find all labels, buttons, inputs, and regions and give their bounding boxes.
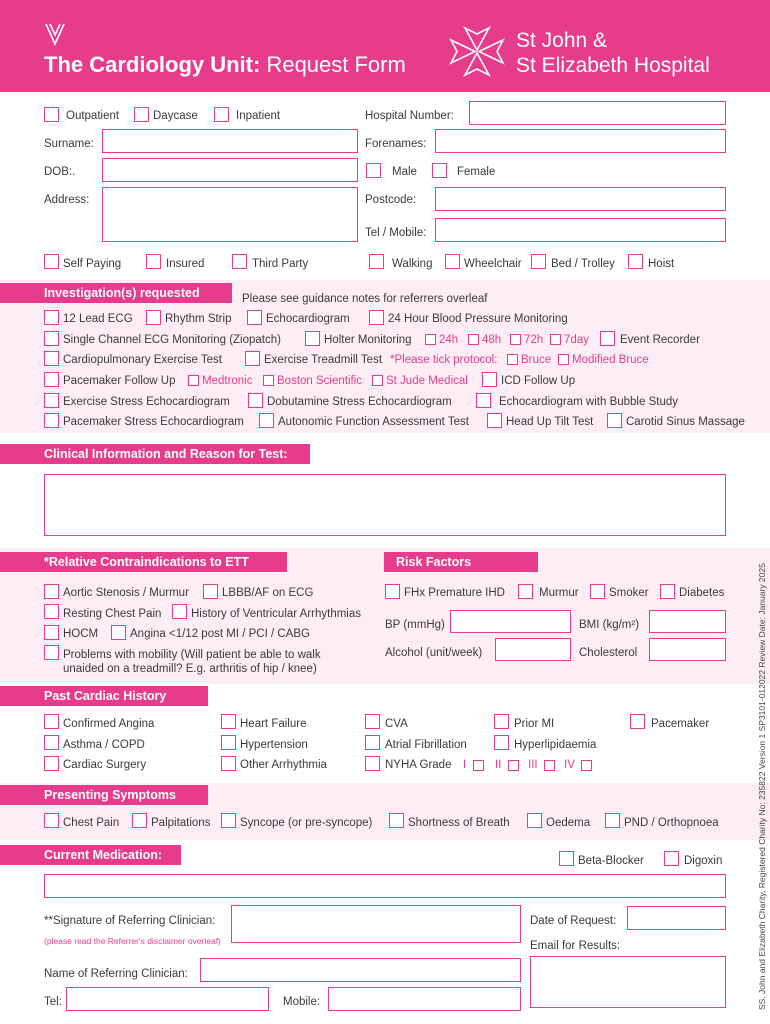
tel-mobile-label: Tel / Mobile:	[365, 227, 427, 239]
stjude-label: St Jude Medical	[386, 375, 468, 387]
cva-label: CVA	[385, 718, 408, 730]
hocm-checkbox[interactable]	[44, 625, 59, 640]
pacemaker-label: Pacemaker	[651, 718, 710, 730]
nyha-3-checkbox[interactable]	[544, 760, 555, 771]
self-paying-checkbox[interactable]	[44, 254, 59, 269]
mobile-input[interactable]	[328, 987, 521, 1011]
cholesterol-input[interactable]	[649, 638, 726, 661]
af-label: Atrial Fibrillation	[385, 739, 467, 751]
clinician-name-label: Name of Referring Clinician:	[44, 968, 188, 980]
digoxin-checkbox[interactable]	[664, 851, 679, 866]
bp-label: BP (mmHg)	[385, 619, 445, 631]
history-heading: Past Cardiac History	[0, 686, 208, 706]
clinical-info-input[interactable]	[44, 474, 726, 536]
treadmill-label: Exercise Treadmill Test	[264, 354, 383, 366]
murmur-label: Murmur	[539, 587, 579, 599]
bp24-checkbox[interactable]	[369, 310, 384, 325]
nyha-2-checkbox[interactable]	[508, 760, 519, 771]
prior-mi-checkbox[interactable]	[494, 714, 509, 729]
pacemaker-fu-label: Pacemaker Follow Up	[63, 375, 176, 387]
rhythm-strip-checkbox[interactable]	[146, 310, 161, 325]
surname-input[interactable]	[102, 129, 358, 153]
autonomic-checkbox[interactable]	[259, 413, 274, 428]
pse-checkbox[interactable]	[44, 413, 59, 428]
forenames-input[interactable]	[435, 129, 726, 153]
holter-48h-label: 48h	[482, 334, 502, 346]
male-checkbox[interactable]	[366, 163, 381, 178]
fhx-checkbox[interactable]	[385, 584, 400, 599]
nyha-4-label: IV	[564, 759, 575, 771]
hyperlipidaemia-checkbox[interactable]	[494, 735, 509, 750]
maltese-cross-icon	[447, 24, 507, 79]
bmi-input[interactable]	[649, 610, 726, 633]
bruce-label: Bruce	[521, 354, 552, 366]
confirmed-angina-checkbox[interactable]	[44, 714, 59, 729]
date-request-input[interactable]	[627, 906, 726, 930]
resting-chest-pain-checkbox[interactable]	[44, 604, 59, 619]
inpatient-label: Inpatient	[236, 110, 281, 122]
bubble-checkbox[interactable]	[476, 393, 491, 408]
holter-72h-checkbox[interactable]	[510, 334, 521, 345]
oedema-label: Oedema	[546, 817, 591, 829]
tel-input[interactable]	[66, 987, 269, 1011]
rhythm-strip-label: Rhythm Strip	[165, 313, 232, 325]
echo-label: Echocardiogram	[266, 313, 350, 325]
cva-checkbox[interactable]	[365, 714, 380, 729]
chest-pain-label: Chest Pain	[63, 817, 120, 829]
modified-bruce-checkbox[interactable]	[558, 354, 569, 365]
pacemaker-checkbox[interactable]	[630, 714, 645, 729]
nyha-checkbox[interactable]	[365, 756, 380, 771]
walking-checkbox[interactable]	[369, 254, 384, 269]
female-checkbox[interactable]	[432, 163, 447, 178]
aortic-checkbox[interactable]	[44, 584, 59, 599]
clinician-name-input[interactable]	[200, 958, 521, 982]
carotid-checkbox[interactable]	[607, 413, 622, 428]
carotid-label: Carotid Sinus Massage	[626, 416, 745, 428]
holter-24h-label: 24h	[439, 334, 459, 346]
sob-label: Shortness of Breath	[408, 817, 510, 829]
hocm-label: HOCM	[63, 628, 99, 640]
echo-checkbox[interactable]	[247, 310, 262, 325]
cpet-checkbox[interactable]	[44, 351, 59, 366]
tilt-checkbox[interactable]	[487, 413, 502, 428]
diabetes-label: Diabetes	[679, 587, 725, 599]
bmi-label: BMI (kg/m²)	[579, 619, 640, 631]
bp24-label: 24 Hour Blood Pressure Monitoring	[388, 313, 568, 325]
cholesterol-label: Cholesterol	[579, 647, 638, 659]
nyha-1-label: I	[463, 759, 467, 771]
nyha-label: NYHA Grade	[385, 759, 452, 771]
self-paying-label: Self Paying	[63, 258, 122, 270]
forenames-label: Forenames:	[365, 138, 427, 150]
holter-checkbox[interactable]	[305, 331, 320, 346]
postcode-input[interactable]	[435, 187, 726, 211]
diabetes-checkbox[interactable]	[660, 584, 675, 599]
cardiac-surgery-label: Cardiac Surgery	[63, 759, 147, 771]
hoist-label: Hoist	[648, 258, 675, 270]
smoker-label: Smoker	[609, 587, 649, 599]
angina-post-mi-checkbox[interactable]	[111, 625, 126, 640]
hospital-number-input[interactable]	[469, 101, 726, 125]
symptoms-heading: Presenting Symptoms	[0, 785, 208, 805]
address-label: Address:	[44, 194, 90, 206]
heart-logo-icon	[44, 22, 66, 48]
signature-label: **Signature of Referring Clinician:	[44, 915, 216, 927]
pse-label: Pacemaker Stress Echocardiogram	[63, 416, 244, 428]
event-recorder-label: Event Recorder	[620, 334, 700, 346]
dob-label: DOB:.	[44, 166, 76, 178]
daycase-checkbox[interactable]	[134, 107, 149, 122]
fhx-label: FHx Premature IHD	[404, 587, 505, 599]
wheelchair-checkbox[interactable]	[445, 254, 460, 269]
aortic-label: Aortic Stenosis / Murmur	[63, 587, 189, 599]
pnd-label: PND / Orthopnoea	[624, 817, 719, 829]
cpet-label: Cardiopulmonary Exercise Test	[63, 354, 222, 366]
asthma-label: Asthma / COPD	[63, 739, 145, 751]
charity-footnote: SS. John and Elizabeth Charity, Registered Charity No: 235822 Version 1 SP3101-012022 Review Date: January 2025	[757, 563, 767, 1010]
modified-bruce-label: Modified Bruce	[572, 354, 649, 366]
medtronic-label: Medtronic	[202, 375, 253, 387]
resting-chest-pain-label: Resting Chest Pain	[63, 608, 162, 620]
wheelchair-label: Wheelchair	[464, 258, 522, 270]
protocol-note: *Please tick protocol:	[390, 354, 498, 366]
prior-mi-label: Prior MI	[514, 718, 555, 730]
af-checkbox[interactable]	[365, 735, 380, 750]
nyha-4-checkbox[interactable]	[581, 760, 592, 771]
medication-input[interactable]	[44, 874, 726, 898]
holter-24h-checkbox[interactable]	[425, 334, 436, 345]
dse-label: Dobutamine Stress Echocardiogram	[267, 396, 452, 408]
murmur-checkbox[interactable]	[518, 584, 533, 599]
treadmill-checkbox[interactable]	[245, 351, 260, 366]
syncope-checkbox[interactable]	[221, 813, 236, 828]
holter-7day-label: 7day	[564, 334, 589, 346]
mobility-checkbox[interactable]	[44, 645, 59, 660]
tilt-label: Head Up Tilt Test	[506, 416, 594, 428]
hx-va-label: History of Ventricular Arrhythmias	[191, 608, 362, 620]
walking-label: Walking	[392, 258, 433, 270]
stjude-checkbox[interactable]	[372, 375, 383, 386]
event-recorder-checkbox[interactable]	[600, 331, 615, 346]
daycase-label: Daycase	[153, 110, 198, 122]
holter-label: Holter Monitoring	[324, 334, 412, 346]
confirmed-angina-label: Confirmed Angina	[63, 718, 155, 730]
outpatient-checkbox[interactable]	[44, 107, 59, 122]
beta-blocker-label: Beta-Blocker	[578, 855, 644, 867]
boston-label: Boston Scientific	[277, 375, 363, 387]
ecg12-label: 12 Lead ECG	[63, 313, 133, 325]
sob-checkbox[interactable]	[389, 813, 404, 828]
surname-label: Surname:	[44, 138, 94, 150]
single-channel-label: Single Channel ECG Monitoring (Ziopatch)	[63, 334, 281, 346]
mobility-label-2: unaided on a treadmill? E.g. arthritis of hip / knee)	[63, 663, 317, 675]
hypertension-label: Hypertension	[240, 739, 308, 751]
nyha-3-label: III	[528, 759, 538, 771]
hoist-checkbox[interactable]	[628, 254, 643, 269]
address-input[interactable]	[102, 187, 358, 242]
tel-mobile-input[interactable]	[435, 218, 726, 242]
dob-input[interactable]	[102, 158, 358, 182]
female-label: Female	[457, 166, 496, 178]
investigations-heading: Investigation(s) requested	[0, 283, 232, 303]
inpatient-checkbox[interactable]	[214, 107, 229, 122]
hyperlipidaemia-label: Hyperlipidaemia	[514, 739, 597, 751]
disclaimer-note: (please read the Referrer's disclaimer overleaf)	[44, 936, 221, 946]
heart-failure-label: Heart Failure	[240, 718, 307, 730]
autonomic-label: Autonomic Function Assessment Test	[278, 416, 469, 428]
oedema-checkbox[interactable]	[527, 813, 542, 828]
lbbb-label: LBBB/AF on ECG	[222, 587, 314, 599]
form-title: The Cardiology Unit: Request Form	[44, 52, 406, 77]
smoker-checkbox[interactable]	[590, 584, 605, 599]
medication-heading: Current Medication:	[0, 845, 181, 865]
other-arrhythmia-label: Other Arrhythmia	[240, 759, 327, 771]
email-label: Email for Results:	[530, 940, 621, 952]
risk-heading: Risk Factors	[384, 552, 538, 572]
lbbb-checkbox[interactable]	[203, 584, 218, 599]
clinical-heading: Clinical Information and Reason for Test:	[0, 444, 310, 464]
syncope-label: Syncope (or pre-syncope)	[240, 817, 373, 829]
angina-post-mi-label: Angina <1/12 post MI / PCI / CABG	[130, 628, 310, 640]
ecg12-checkbox[interactable]	[44, 310, 59, 325]
icd-fu-checkbox[interactable]	[482, 372, 497, 387]
bubble-label: Echocardiogram with Bubble Study	[499, 396, 678, 408]
beta-blocker-checkbox[interactable]	[559, 851, 574, 866]
ese-checkbox[interactable]	[44, 393, 59, 408]
bruce-checkbox[interactable]	[507, 354, 518, 365]
mobile-label: Mobile:	[283, 996, 321, 1008]
other-arrhythmia-checkbox[interactable]	[221, 756, 236, 771]
nyha-1-checkbox[interactable]	[473, 760, 484, 771]
asthma-checkbox[interactable]	[44, 735, 59, 750]
holter-7day-checkbox[interactable]	[550, 334, 561, 345]
date-request-label: Date of Request:	[530, 915, 617, 927]
palpitations-label: Palpitations	[151, 817, 211, 829]
heart-failure-checkbox[interactable]	[221, 714, 236, 729]
icd-fu-label: ICD Follow Up	[501, 375, 576, 387]
tel-label: Tel:	[44, 996, 62, 1008]
bed-trolley-checkbox[interactable]	[531, 254, 546, 269]
medtronic-checkbox[interactable]	[188, 375, 199, 386]
guidance-note: Please see guidance notes for referrers overleaf	[242, 293, 488, 305]
alcohol-label: Alcohol (unit/week)	[385, 647, 483, 659]
pnd-checkbox[interactable]	[605, 813, 620, 828]
hospital-name: St John & St Elizabeth Hospital	[516, 29, 710, 77]
digoxin-label: Digoxin	[684, 855, 723, 867]
mobility-label-1: Problems with mobility (Will patient be able to walk	[63, 649, 321, 661]
bed-trolley-label: Bed / Trolley	[551, 258, 615, 270]
ese-label: Exercise Stress Echocardiogram	[63, 396, 230, 408]
holter-72h-label: 72h	[524, 334, 544, 346]
holter-48h-checkbox[interactable]	[468, 334, 479, 345]
bp-input[interactable]	[450, 610, 571, 633]
male-label: Male	[392, 166, 417, 178]
insured-label: Insured	[166, 258, 205, 270]
nyha-2-label: II	[495, 759, 502, 771]
contra-heading: *Relative Contraindications to ETT	[0, 552, 287, 572]
hospital-number-label: Hospital Number:	[365, 110, 454, 122]
chest-pain-checkbox[interactable]	[44, 813, 59, 828]
postcode-label: Postcode:	[365, 194, 417, 206]
single-channel-checkbox[interactable]	[44, 331, 59, 346]
hx-va-checkbox[interactable]	[172, 604, 187, 619]
header-banner	[0, 0, 770, 92]
alcohol-input[interactable]	[495, 638, 571, 661]
boston-checkbox[interactable]	[263, 375, 274, 386]
insured-checkbox[interactable]	[146, 254, 161, 269]
third-party-checkbox[interactable]	[232, 254, 247, 269]
hypertension-checkbox[interactable]	[221, 735, 236, 750]
email-input[interactable]	[530, 956, 726, 1008]
cardiac-surgery-checkbox[interactable]	[44, 756, 59, 771]
palpitations-checkbox[interactable]	[132, 813, 147, 828]
dse-checkbox[interactable]	[248, 393, 263, 408]
signature-input[interactable]	[231, 905, 521, 943]
outpatient-label: Outpatient	[66, 110, 120, 122]
pacemaker-fu-checkbox[interactable]	[44, 372, 59, 387]
third-party-label: Third Party	[252, 258, 309, 270]
